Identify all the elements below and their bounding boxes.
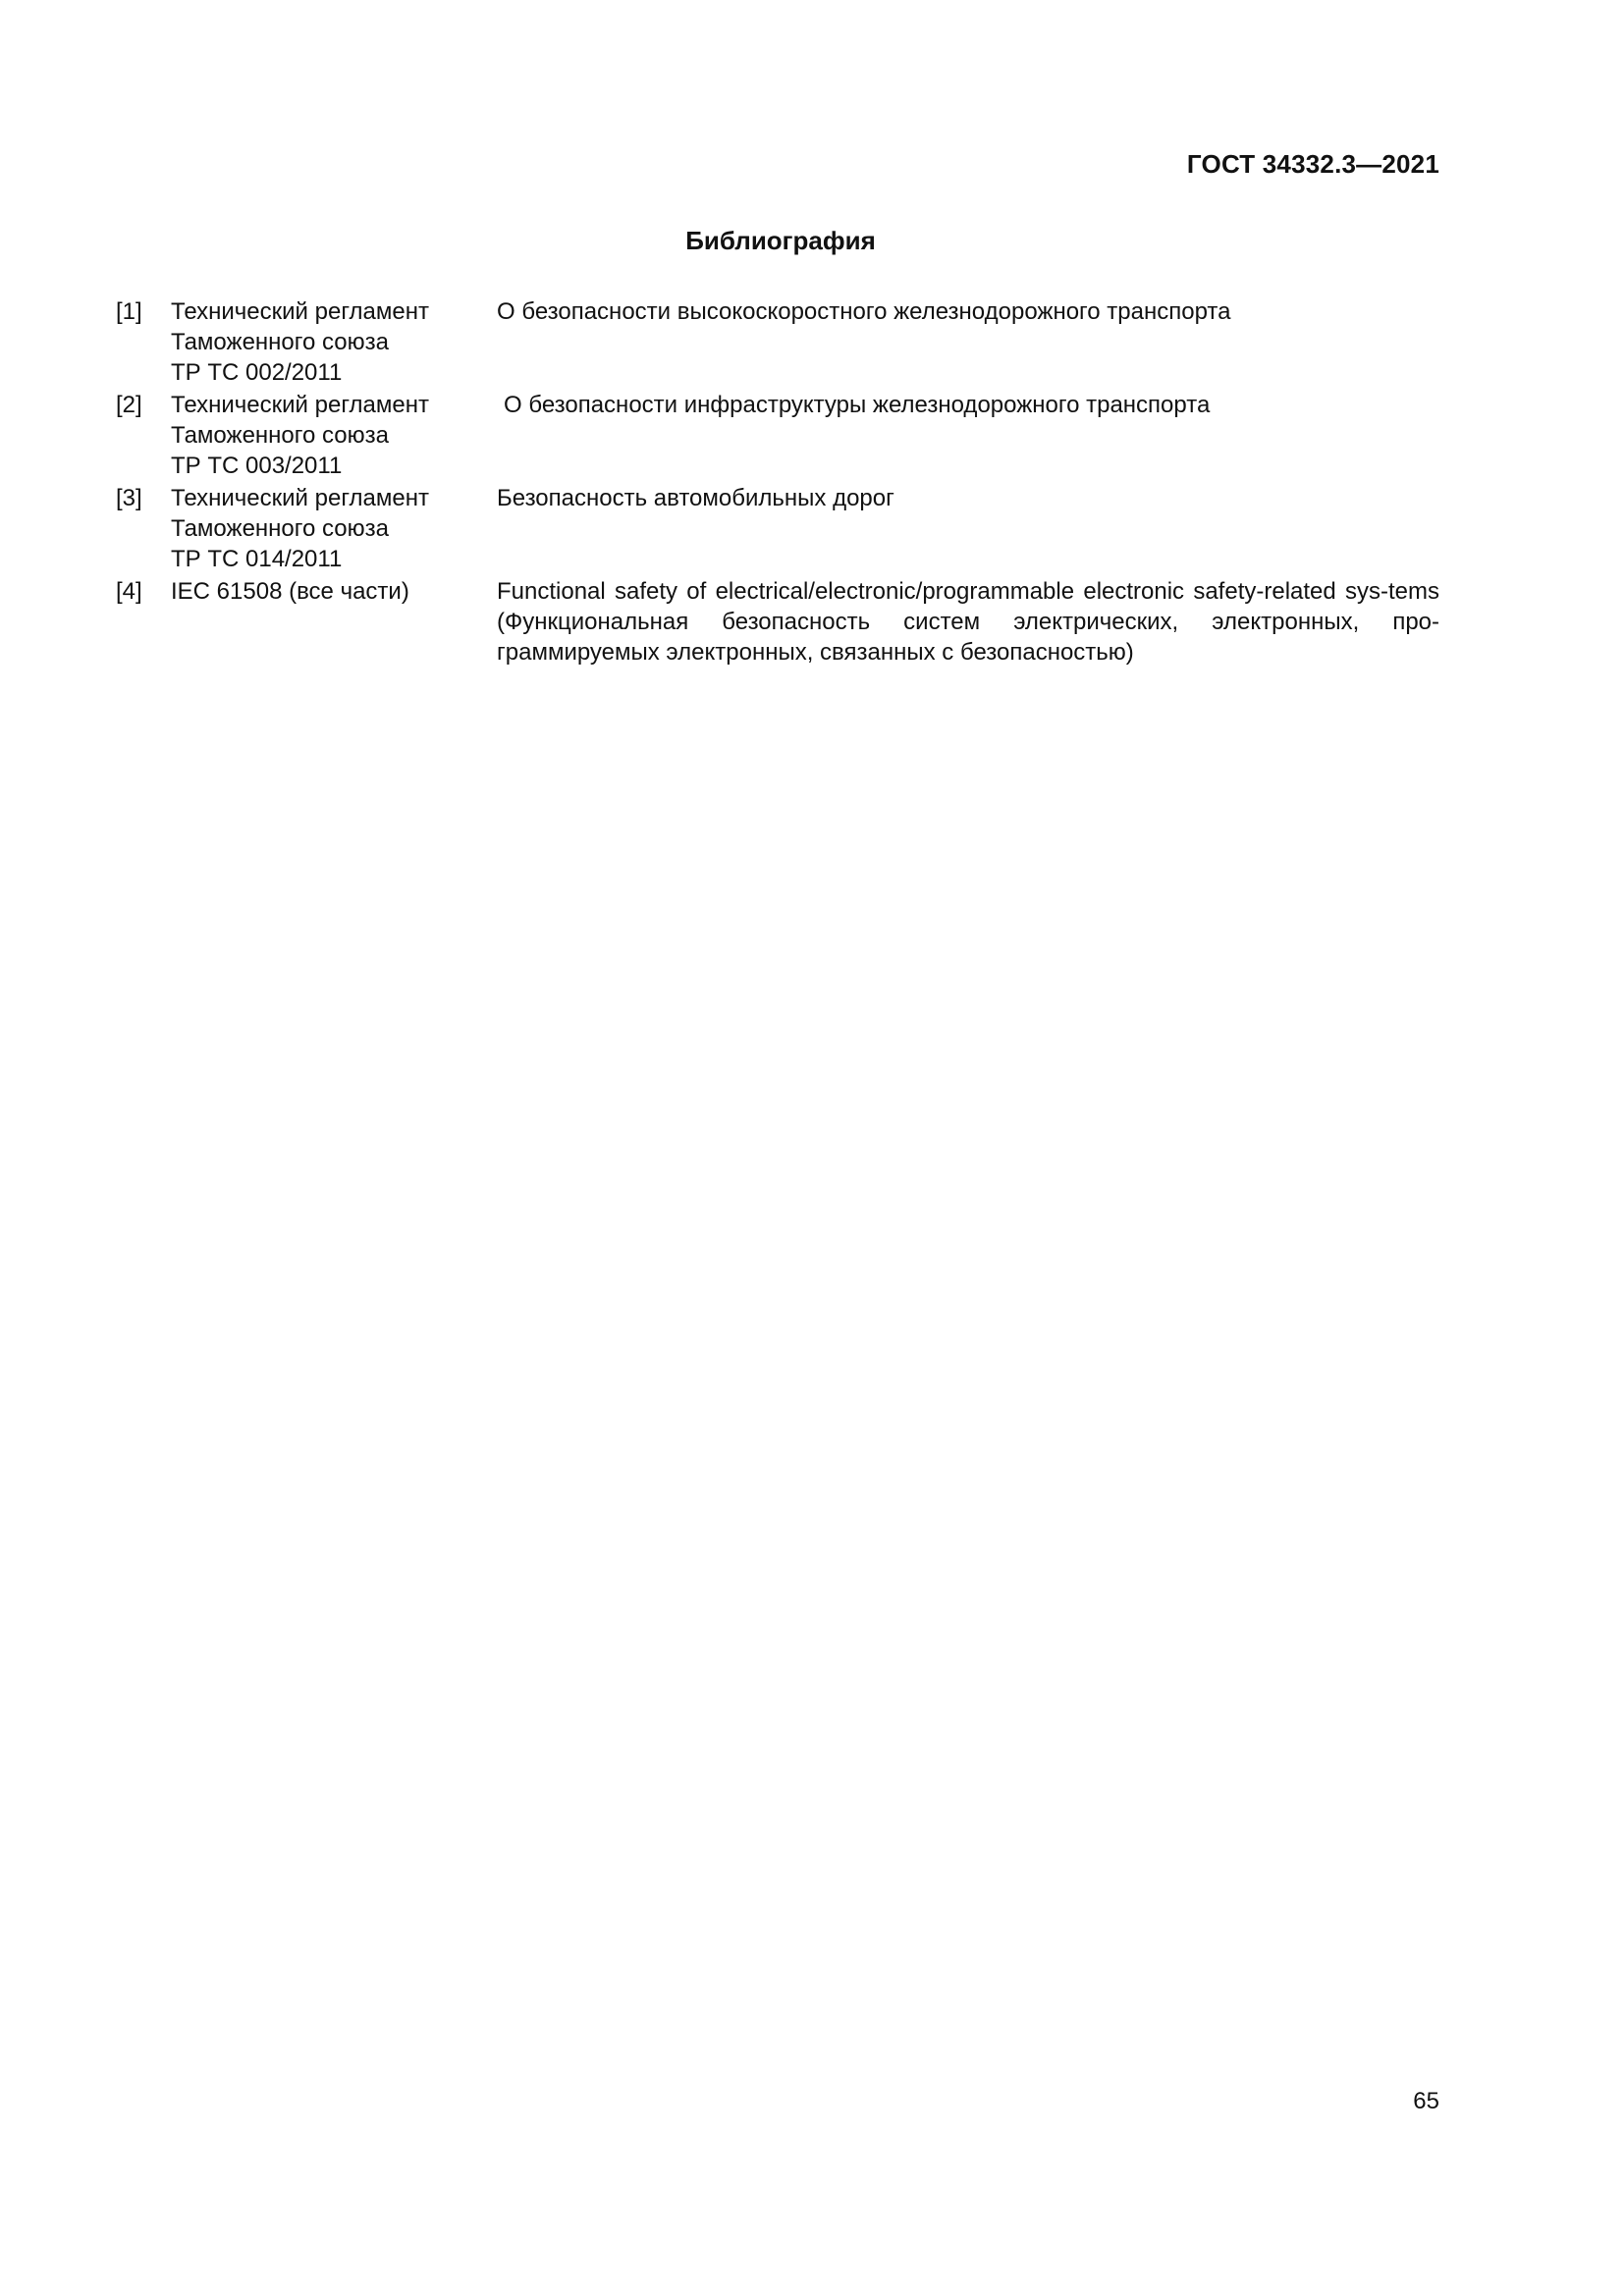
entry-title: О безопасности инфраструктуры железнодорожного транспорта [504, 392, 1211, 418]
bibliography-entry [116, 390, 1439, 481]
entry-title: Безопасность автомобильных дорог [497, 485, 894, 511]
entry-source: IEC 61508 (все части) [171, 578, 409, 605]
bibliography-entry [116, 296, 1439, 388]
bibliography-entry [116, 576, 1439, 667]
document-code: ГОСТ 34332.3—2021 [1186, 149, 1439, 179]
entry-source: Технический регламент Таможенного союза ТР ТС 003/2011 [171, 392, 429, 479]
bibliography-entry [116, 483, 1439, 574]
entry-title: О безопасности высокоскоростного железнодорожного транспорта [497, 298, 1231, 325]
section-title: Библиография [685, 226, 876, 255]
entry-number: [3] [116, 485, 142, 511]
entry-title: Functional safety of electrical/electronic/programmable electronic safety-related sys-tems (Функциональная безопасность систем электрических, электронных, про-граммируемых электронных, связанных с безопасностью) [497, 578, 1439, 666]
entry-source: Технический регламент Таможенного союза ТР ТС 002/2011 [171, 298, 429, 386]
page-number: 65 [1413, 2088, 1439, 2114]
entry-source: Технический регламент Таможенного союза ТР ТС 014/2011 [171, 485, 429, 572]
entry-number: [1] [116, 298, 142, 325]
entry-number: [4] [116, 578, 142, 605]
bibliography-list [116, 296, 1439, 669]
entry-number: [2] [116, 392, 142, 418]
